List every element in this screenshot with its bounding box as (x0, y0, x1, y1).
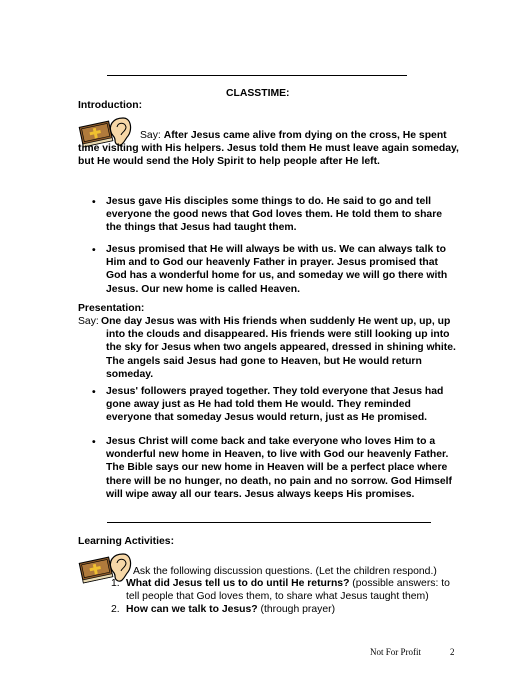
presentation-say-text (78, 315, 460, 381)
answer-text: (through prayer) (257, 604, 336, 615)
intro-bullet-1: Jesus gave His disciples some things to do. He said to go and tell everyone the good news that God loves them. He told them to share the things that Jesus had taught them. (106, 196, 443, 234)
question-item (126, 577, 461, 603)
presentation-bullet-2: Jesus Christ will come back and take everyone who loves Him to a wonderful new home in Heaven, to live with God our heavenly Father. The Bible says our new home in Heaven will be a perfect place where there will be no hunger, no death, no pain and no sorrow. God Himself will wipe away all our tears. Jesus always keeps His promises. (106, 436, 452, 500)
bullet-marker: • (92, 437, 96, 448)
page-number: 2 (450, 647, 455, 657)
presentation-heading: Presentation: (78, 303, 145, 314)
say-label: Say: (140, 130, 161, 141)
presentation-bullet-1: Jesus' followers prayed together. They told everyone that Jesus had gone away just as He had told them He would. They reminded everyone that someday Jesus would return, just as He promised. (106, 386, 444, 424)
bullet-marker: • (92, 197, 96, 208)
intro-say-text: After Jesus came alive from dying on the cross, He spent time visiting with His helpers. Jesus told them He must leave again someday, but He would send the Holy Spirit to help people after He left. (78, 130, 459, 168)
intro-say-block (78, 129, 460, 169)
introduction-heading: Introduction: (78, 100, 143, 111)
intro-bullet-2: Jesus promised that He will always be with us. We can always talk to Him and to God our heavenly Father in prayer. Jesus promised that God has a wonderful home for us, and someday we will go there with Jesus. Our new home is called Heaven. (106, 244, 448, 295)
learning-heading: Learning Activities: (78, 536, 175, 547)
answer-text: (possible answers: to tell people that God loves them, to share what Jesus taught them) (126, 578, 450, 603)
question-number: 1. (111, 578, 120, 589)
question-text: How can we talk to Jesus? (126, 604, 258, 615)
bullet-marker: • (92, 387, 96, 398)
presentation-say-label: Say: (78, 316, 99, 327)
presentation-say-body: One day Jesus was with His friends when suddenly He went up, up, up into the clouds and disappeared. His friends were still looking up into the sky for Jesus when two angels appeared, dressed in shining white. The angels said Jesus had gone to Heaven, but He would return someday. (101, 316, 456, 380)
learning-intro: Ask the following discussion questions. (Let the children respond.) (133, 566, 437, 577)
page-title: CLASSTIME: (226, 88, 290, 99)
footer-label: Not For Profit (370, 647, 422, 657)
section-rule (107, 522, 431, 523)
question-item (126, 603, 461, 616)
question-number: 2. (111, 604, 120, 615)
question-text: What did Jesus tell us to do until He returns? (126, 578, 350, 589)
bullet-marker: • (92, 245, 96, 256)
top-rule (107, 75, 407, 76)
